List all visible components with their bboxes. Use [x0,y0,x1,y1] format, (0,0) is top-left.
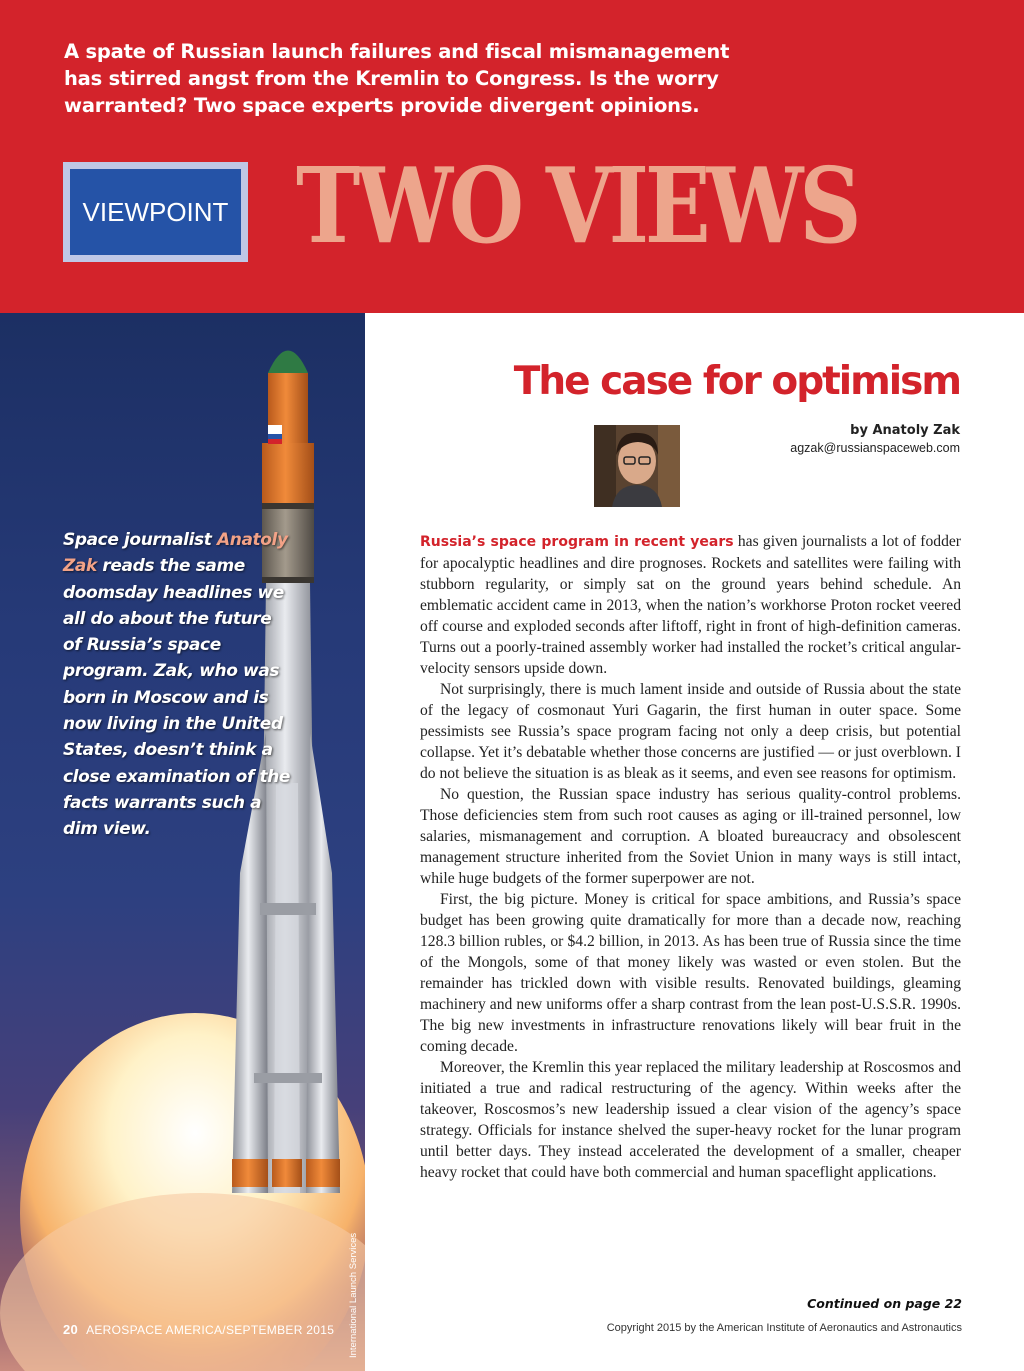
article-lead-in: Russia’s space program in recent years [420,534,734,550]
author-email: agzak@russianspaceweb.com [790,441,960,455]
article-body [420,531,961,1183]
caption-author-name: Anatoly Zak [63,530,288,577]
author-photo [594,425,680,507]
sidebar-caption [63,527,293,843]
article-paragraph-1 [420,531,961,679]
continued-note: Continued on page 22 [807,1296,962,1311]
article-headline: The case for optimism [513,359,960,404]
page-title: TWO VIEWS [296,144,858,267]
viewpoint-badge [63,162,248,262]
article-paragraph-2: Not surprisingly, there is much lament inside and outside of Russia about the state of the legacy of cosmonaut Yuri Gagarin, the first human in outer space. Some pessimists see Russia’s space program facing not only a deep crisis, but potential collapse. Yet it’s debatable whether those concerns are justified — or just overblown. I do not believe the situation is as bleak as it seems, and even see reasons for optimism. [420,681,961,782]
viewpoint-label: VIEWPOINT [70,169,241,255]
caption-rest: reads the same doomsday headlines we all do about the future of Russia’s space program. Zak, who was born in Moscow and is now living in the United States, doesn’t think a close examination of the facts warrants such a dim view. [63,556,291,840]
article-paragraph-3: No question, the Russian space industry has serious quality-control problems. Those deficiencies stem from such root causes as aging or ill-trained personnel, low salaries, mismanagement and corruption. A bloated bureaucracy and obsolescent management structure inherited from the Soviet Union in many ways is still intact, while huge budgets of the former superpower are not. [420,786,961,887]
publication-name: AEROSPACE AMERICA/SEPTEMBER 2015 [86,1323,335,1337]
author-portrait [594,425,680,507]
header-band [0,0,1024,313]
deck-text: A spate of Russian launch failures and fiscal mismanagement has stirred angst from the Kremlin to Congress. Is the worry warranted? Two space experts provide divergent opinions. [64,40,730,117]
article-paragraph-1-text: has given journalists a lot of fodder for apocalyptic headlines and dire prognoses. Rockets and satellites were failing with stubborn regularity, or simply sat on the ground years behind schedule. An emblematic accident came in 2013, when the nation’s workhorse Proton rocket veered off course and exploded seconds after liftoff, right in front of high-definition cameras. Turns out a poorly-trained assembly worker had installed the rocket’s critical angular-velocity sensors upside down. [420,533,961,677]
page-number: 20 [63,1322,79,1337]
rocket-photo [0,313,365,1371]
byline: by Anatoly Zak [850,423,960,438]
caption-lead: Space journalist [63,530,217,550]
article-paragraph-4: First, the big picture. Money is critical for space ambitions, and Russia’s space budget has been growing quite dramatically for more than a decade now, reaching 128.3 billion rubles, or $4.2 billion, in 2013. As has been true of Russia since the time of the Mongols, some of that money likely was wasted or even stolen. But the remainder has trickled down with visible results. Renovated buildings, gleaming machinery and new uniforms offer a sharp contrast from the lean post-U.S.S.R. 1990s. The big new investments in infrastructure renovations likely will bear fruit in the coming decade. [420,891,961,1055]
photo-credit [347,1208,361,1358]
page-folio [63,1322,334,1337]
copyright-notice: Copyright 2015 by the American Institute of Aeronautics and Astronautics [606,1322,962,1334]
photo-credit-text: International Launch Services [348,1232,359,1358]
article-paragraph-5: Moreover, the Kremlin this year replaced the military leadership at Roscosmos and initiated a true and radical restructuring of the agency. Within weeks after the takeover, Roscosmos’s new leadership issued a clear vision of the agency’s space strategy. Officials for instance shelved the super-heavy rocket for the lunar program until better days. They instead accelerated the development of a smaller, cheaper heavy rocket that could have both commercial and human spaceflight applications. [420,1059,961,1181]
